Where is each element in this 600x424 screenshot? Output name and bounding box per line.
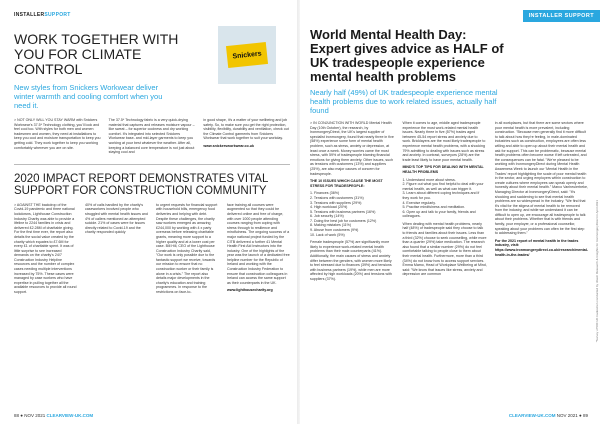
article-body (310, 121, 588, 285)
page-number: 88 (14, 413, 20, 418)
list-item: 10. Lack of work (5%) (310, 232, 345, 237)
list-item: 3. Tensions with suppliers (29%) (310, 200, 362, 205)
article-col1-end: Female tradespeople (57%) are significantly more likely to experience work-related mental health problems than their male counterparts (41%). Additionally, the main causes of stress and anxiety differ between the genders, with women more likely to feel stressed due to finances (39%) and tensions with business partners (19%), while men are more affected by high workloads (20%) and tensions with suppliers (37%). (310, 240, 392, 281)
article1-col3 (203, 118, 290, 158)
article-divider (14, 164, 290, 165)
article2-link[interactable]: www.lighthousecharity.org (227, 288, 273, 293)
list-item: 2. Tensions with customers (31%) (310, 195, 364, 200)
section-label (523, 10, 600, 22)
list-item: 4. Exercise regularly. (402, 200, 436, 205)
article1-col1-text: > NOT ONLY WILL YOU STAY WARM with Snickers Workwear's 37.5* Technology clothing, you'll look and feel cool too. With styles for both men and women tradesmen and women, they need at installations to keep you cool and moisture transportation to keep you getting cold. They work together to keep you working comfortably wherever you are on site. (14, 118, 101, 150)
article1-col3-text: in good shape, it's a matter of your wellbeing and job safety. So, to make sure you get the right protection, visibility, flexibility, durability and ventilation, check out the Climate Control garments from Snickers Workwear that work together to suit your workday. (203, 118, 289, 141)
right-footer: CLEARVIEW-UK.COM NOV 2021 ● 89 (508, 413, 588, 418)
issue-label: NOV 2021 (556, 413, 578, 418)
list-item: 2. Figure out what you find helpful to deal with your mental health, as well as what can trigger it. (402, 182, 484, 191)
list-item: 6. Open up and talk to your family, friends and colleagues. (402, 209, 476, 219)
article2-col2-text: 40% of calls handled by the charity's caseworkers involved people who struggled with mental health issues and 4% of callers mentioned an attempted suicide. 21% of cases were for issues directly related to Covid-19 and the charity responded quickly (85, 202, 148, 235)
article-col1 (310, 121, 394, 285)
article1-headline: WORK TOGETHER WITH YOU FOR CLIMATE CONTROL (14, 31, 179, 77)
article2-col1 (14, 203, 77, 298)
tips-list (402, 178, 486, 219)
page-number: 89 (582, 413, 588, 418)
article2-col1-text: > AGAINST THE backdrop of the Covid-19 pandemic and three national lockdowns, Lighthouse Construction Industry Charity was able to provide a lifeline to 2244 families in crisis and delivered £2.28M of charitable giving. For the first time ever, the report also details the social value created by the charity which equates to £7.6M for every £1 of charitable spent. It was of little surprise to see increased demands on the charity's 24/7 Construction Industry Helpline resources and the number of complex cases needing multiple interventions increased by 75%. These cases were managed by case workers who have expertise in pulling together all the available resources to provide all round support. (14, 202, 77, 295)
article2-col4 (227, 203, 290, 298)
list-item: 5. Tensions with business partners (16%) (310, 209, 376, 214)
stress-list-heading: THE 10 ISSUES WHICH CAUSE THE MOST STRESS FOR TRADESPEOPLE: (310, 179, 383, 188)
article1-body (14, 118, 290, 158)
site-label: CLEARVIEW-UK.COM (46, 413, 94, 418)
list-item: 9. Abuse from customers (9%) (310, 228, 359, 233)
article-col2 (402, 121, 486, 285)
snickers-logo: Snickers (226, 42, 268, 68)
article-col3 (495, 121, 588, 285)
article2-col3-text: to urgent requests for financial support with household bills, emergency food deliveries and helping with debt. Despite these challenges, the charity saw workers emerged as amazing £244,000 by working with 4 x party overseas before releasing charitable grants, meaning more support to a higher quality and at a lower cost per case. Bill Hill, CEO of the Lighthouse Construction Industry Charity said, "Our work is only possible due to the fantastic support we receive, towards our mission to ensure that no construction worker or their family is alone in a crisis." The report also details major developments in the charity's education and training programmes. In response to the restrictions on face-to- (156, 202, 218, 295)
list-item: 6. Job security (14%) (310, 214, 344, 219)
article1-col2 (109, 118, 196, 158)
article1-col1 (14, 118, 101, 158)
list-item: 1. Finances (36%) (310, 191, 340, 196)
site-label: CLEARVIEW-UK.COM (508, 413, 556, 418)
section-prefix: INSTALLER (14, 12, 45, 18)
article-col2-end: When dealing with mental health problems, nearly half (48%) of tradespeople said they choose to talk to friends and families about their issues. Less than a third (32%) choose to seek counselling, while more than a quarter (29%) take medication. The research also found that a similar number (29%) do not feel comfortable talking to people close to them about their mental health. Furthermore, more than a third (34%) do not know how to access support services. Emma Mamo, Head of Workplace Wellbeing at Mind, said: "We know that issues like stress, anxiety and depression are common (402, 221, 487, 277)
product-image (218, 26, 276, 84)
article-col3-text: in all workplaces, but that there are some sectors where poor mental health is more prevalent, including construction. "Because men generally find it more difficult to talk about how they're feeling, in male-dominated industries such as construction, employees are often less willing and able to open up about their mental health and ask for support. This can be problematic, because mental health problems often become worse if left untreated, and the consequences can be fatal. "We're pleased to be working with IronmongeryDirect during Mental Health Awareness Week to launch our 'Mental Health in the Trades' report highlighting the scale of poor mental health in the sector, and urging employers within construction to create cultures where employees can speak openly and honestly about their mental health." Marco Vanheulerbeke, Managing Director at IronmongeryDirect, said: "It's shocking and saddening to see that mental health problems are so widespread in the industry. "We find that it's vital for the stigma of mental health to be removed from the industry, and while we understand it can be difficult to open up, we encourage all tradespeople to talk about their problems. Whether that is with friends and family, your employer, or a professional counsellor, speaking about your problems can often be the first step to addressing them." (494, 121, 588, 236)
article-col2-text: When it comes to age, middle aged tradespeople experience the most work-related mental health issues. Nearly three in five (57%) trades aged between 45-54 report stress and anxiety due to work. Bricklayers are the most likely tradespeople to experience mental health problems, with a shocking 79% admitting to dealing with issues such as stress and anxiety. In contrast, surveyors (28%) are the trade least likely to have poor mental health. (402, 121, 486, 162)
left-footer: 88 ● NOV 2021 CLEARVIEW-UK.COM (14, 413, 94, 418)
tips-heading: MIND'S TOP TIPS FOR DEALING WITH MENTAL HEALTH PROBLEMS (402, 165, 484, 174)
right-page (300, 0, 600, 424)
list-item: 3. Learn about different coping techniques and if they work for you. (402, 191, 480, 200)
article-standfirst: Nearly half (49%) of UK tradespeople experience mental health problems due to work related issues, actually half found (310, 88, 498, 115)
list-item: 5. Practise mindfulness and meditation. (402, 205, 466, 210)
stress-list (310, 191, 394, 237)
article1-standfirst: New styles from Snickers Workwear deliver winter warmth and cooling comfort when you need it. (14, 83, 163, 110)
section-prefix: INSTALLER (528, 13, 563, 19)
article2-col3 (156, 203, 219, 298)
article-col1-text: > IN CONJUNCTION WITH WORLD Mental Health Day (10th October), the research, by IronmongeryDirect, the UK's largest supplier of specialist ironmongery, found that nearly three in five (58%) experience some form of mental health problem, such as stress, anxiety or depression, at least once a week. Money worries came the most stress, with 59% of tradespeople blaming financial emotions for giving them anxiety. Other issues, such as tensions with customers (13%) and suppliers (25%), are also major causes of concern for tradespeople. (310, 121, 394, 176)
section-accent: SUPPORT (44, 12, 71, 18)
report-link[interactable]: For the 2021 report of mental health in the trades industry, visit: https://www.ironmongerydirect.co.uk/research/mental-health-in-the-trades/ (494, 238, 588, 257)
article2-col4-text: face training all courses were augmented so that they could be delivered online and free of charge, with over 1000 people attending courses ranging from coping with stress through to resilience and mindfulness. The ongoing success of a major national project funded by the CITB delivered a further 41 Mental Health First Aid Instructors into the industry. One of the highlights of the year was the launch of a dedicated free helpline number for the Republic of Ireland and working with the Construction Industry Federation to ensure that construction colleagues in Ireland can access the same support as their counterparts in the UK. (227, 202, 290, 285)
article-headline: World Mental Health Day: Expert gives advice as HALF of UK tradespeople experience mental health problems (310, 27, 504, 84)
article2-headline: 2020 IMPACT REPORT DEMONSTRATES VITAL SUPPORT FOR CONSTRUCTION COMMUNITY (14, 172, 268, 197)
survey-footnote: *Survey of 500 UK tradesmen conducted by 3Gem Research & Insights for IronmongeryDirect in April 2021 (595, 200, 599, 343)
list-item: 4. High workload (20%) (310, 205, 348, 210)
section-accent: SUPPORT (564, 13, 594, 19)
section-label (14, 12, 290, 18)
article1-link[interactable]: www.snickersworkwear.co.uk (203, 143, 254, 148)
list-item: 1. Understand more about stress. (402, 177, 456, 182)
issue-label: NOV 2021 (24, 413, 46, 418)
list-item: 8. Making mistakes (11%) (310, 223, 352, 228)
article2-body (14, 203, 290, 298)
article2-col2 (85, 203, 148, 298)
list-item: 7. Doing the best job for customers (12%) (310, 218, 377, 223)
article1-col2-text: The 37.5* Technology fabric is a very quick-drying material that captures and releases moisture vapour – like sweat – for superior coolness and dry working comfort. It's integrated into selected Snickers Workwear base- and mid-layer garments to keep you working at your best whatever the weather. After all, keeping a balanced core temperature is not just about staying cool and (108, 118, 195, 155)
